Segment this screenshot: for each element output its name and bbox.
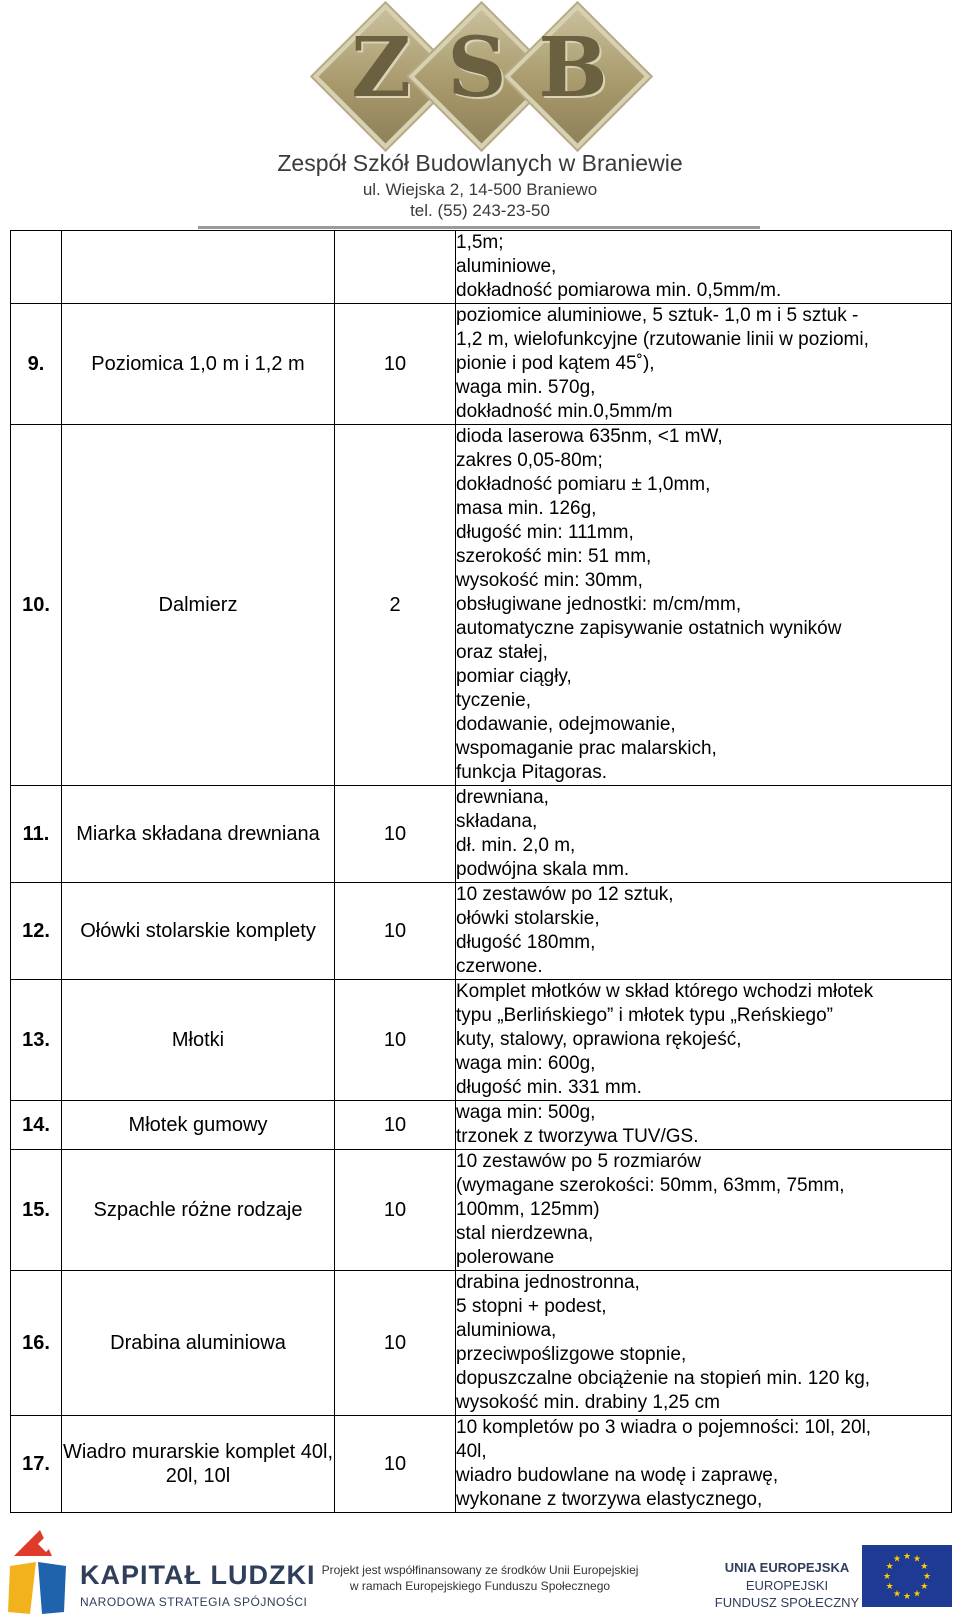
specification-line: trzonek z tworzywa TUV/GS. [456,1126,699,1147]
specification-line: wspomaganie prac malarskich, [456,738,717,759]
row-number [11,231,62,304]
table-row [11,425,952,786]
table-body [11,231,952,1513]
specification-line: waga min: 600g, [456,1053,596,1074]
row-number: 10. [11,425,62,786]
specification-line: 100mm, 125mm) [456,1199,600,1220]
row-number: 15. [11,1150,62,1271]
item-quantity: 10 [335,786,456,883]
specification-line: drewniana, [456,787,549,808]
item-name: Szpachle różne rodzaje [62,1150,335,1271]
specification-line: pionie i pod kątem 45˚), [456,353,655,374]
specification-line: aluminiowe, [456,256,557,277]
row-number: 9. [11,304,62,425]
specification-line: 1,2 m, wielofunkcyjne (rzutowanie linii w poziomi, [456,329,869,350]
school-address: ul. Wiejska 2, 14-500 Braniewo [362,180,598,199]
eu-star-icon: ★ [882,1571,892,1581]
table-row [11,304,952,425]
item-quantity: 10 [335,1271,456,1416]
table-row [11,883,952,980]
item-name: Młotek gumowy [62,1101,335,1150]
eu-fund-line-2: FUNDUSZ SPOŁECZNY [714,1595,860,1610]
item-name: Ołówki stolarskie komplety [62,883,335,980]
specification-line: typu „Berlińskiego” i młotek typu „Reńskiego” [456,1005,833,1026]
specification-line: funkcja Pitagoras. [456,762,608,783]
eu-star-icon: ★ [885,1581,894,1591]
cofinancing-note-line-1: Projekt jest współfinansowany ze środków Unii Europejskiej [321,1563,639,1577]
item-name: Miarka składana drewniana [62,786,335,883]
item-specification [456,1101,952,1150]
specification-line: masa min. 126g, [456,498,597,519]
item-specification [456,980,952,1101]
specification-line: wykonane z tworzywa elastycznego, [456,1489,763,1510]
specification-line: długość 180mm, [456,932,596,953]
item-name [62,231,335,304]
table-row [11,231,952,304]
school-name: Zespół Szkół Budowlanych w Braniewie [277,150,683,176]
eu-title: UNIA EUROPEJSKA [724,1560,850,1575]
specification-line: wysokość min. drabiny 1,25 cm [456,1392,720,1413]
specification-line: waga min. 570g, [456,377,596,398]
eu-star-icon: ★ [922,1571,932,1581]
specification-line: szerokość min: 51 mm, [456,546,652,567]
item-quantity: 2 [335,425,456,786]
item-name: Wiadro murarskie komplet 40l, 20l, 10l [62,1416,335,1513]
item-quantity: 10 [335,1416,456,1513]
specification-line: 1,5m; [456,232,504,253]
item-name: Młotki [62,980,335,1101]
item-quantity: 10 [335,1101,456,1150]
specification-line: dokładność pomiarowa min. 0,5mm/m. [456,280,782,301]
row-number: 17. [11,1416,62,1513]
specification-line: przeciwpoślizgowe stopnie, [456,1344,687,1365]
kapital-ludzki-subtitle: NARODOWA STRATEGIA SPÓJNOŚCI [80,1595,308,1609]
row-number: 11. [11,786,62,883]
specification-line: dokładność min.0,5mm/m [456,401,673,422]
eu-star-icon: ★ [902,1591,912,1601]
specification-line: oraz stałej, [456,642,548,663]
item-specification [456,786,952,883]
specification-line: wysokość min: 30mm, [456,570,643,591]
eu-fund-line-1: EUROPEJSKI [745,1578,829,1593]
kapital-ludzki-logo-icon [6,1526,70,1616]
row-number: 16. [11,1271,62,1416]
row-number: 12. [11,883,62,980]
eu-star-icon: ★ [920,1581,929,1591]
item-quantity: 10 [335,304,456,425]
eu-star-icon: ★ [885,1561,894,1571]
item-quantity: 10 [335,980,456,1101]
item-name: Drabina aluminiowa [62,1271,335,1416]
specification-line: Komplet młotków w skład którego wchodzi młotek [456,981,874,1002]
specification-line: czerwone. [456,956,543,977]
cofinancing-note-line-2: w ramach Europejskiego Funduszu Społecznego [349,1579,611,1593]
item-quantity [335,231,456,304]
header-divider [198,226,760,229]
specification-line: obsługiwane jednostki: m/cm/mm, [456,594,742,615]
specification-line: dodawanie, odejmowanie, [456,714,676,735]
specification-line: poziomice aluminiowe, 5 sztuk- 1,0 m i 5 sztuk - [456,305,859,326]
item-quantity: 10 [335,1150,456,1271]
specification-line: 5 stopni + podest, [456,1296,607,1317]
item-specification [456,231,952,304]
specification-line: dokładność pomiaru ± 1,0mm, [456,474,711,495]
specification-line: dopuszczalne obciążenie na stopień min. 120 kg, [456,1368,871,1389]
specification-line: drabina jednostronna, [456,1272,640,1293]
eu-star-icon: ★ [892,1553,902,1564]
table-row [11,1271,952,1416]
kapital-ludzki-title: KAPITAŁ LUDZKI [80,1560,316,1590]
item-specification [456,1150,952,1271]
table-row [11,1101,952,1150]
item-specification [456,1271,952,1416]
specification-line: 10 zestawów po 5 rozmiarów [456,1151,701,1172]
specification-line: aluminiowa, [456,1320,557,1341]
eu-star-icon: ★ [912,1588,922,1599]
specification-line: 40l, [456,1441,487,1462]
eu-flag-icon [862,1545,952,1607]
logo-letter: S [447,20,507,116]
row-number: 13. [11,980,62,1101]
specification-line: 10 zestawów po 12 sztuk, [456,884,674,905]
school-phone: tel. (55) 243-23-50 [410,201,550,220]
specification-line: pomiar ciągły, [456,666,572,687]
specification-line: dł. min. 2,0 m, [456,835,576,856]
funding-footer [0,1520,960,1621]
specification-line: tyczenie, [456,690,531,711]
specification-line: 10 kompletów po 3 wiadra o pojemności: 10l, 20l, [456,1417,872,1438]
specification-line: długość min: 111mm, [456,522,634,543]
item-specification [456,883,952,980]
item-name: Dalmierz [62,425,335,786]
table-row [11,1150,952,1271]
specification-line: długość min. 331 mm. [456,1077,642,1098]
item-specification [456,304,952,425]
specification-line: automatyczne zapisywanie ostatnich wyników [456,618,842,639]
item-quantity: 10 [335,883,456,980]
eu-star-icon: ★ [892,1588,902,1599]
row-number: 14. [11,1101,62,1150]
table-row [11,786,952,883]
specification-line: ołówki stolarskie, [456,908,600,929]
specification-line: stal nierdzewna, [456,1223,594,1244]
specification-line: składana, [456,811,538,832]
school-logo [312,0,642,140]
eu-star-icon: ★ [902,1551,912,1561]
logo-letter: B [538,20,608,116]
specification-line: zakres 0,05-80m; [456,450,603,471]
eu-star-icon: ★ [920,1561,929,1571]
eu-star-icon: ★ [912,1553,922,1564]
table-row [11,980,952,1101]
specification-line: polerowane [456,1247,555,1268]
specification-line: waga min: 500g, [456,1102,596,1123]
item-specification [456,425,952,786]
item-specification [456,1416,952,1513]
logo-letter: Z [351,20,411,116]
specification-line: wiadro budowlane na wodę i zaprawę, [456,1465,779,1486]
specification-line: podwójna skala mm. [456,859,630,880]
item-name: Poziomica 1,0 m i 1,2 m [62,304,335,425]
table-row [11,1416,952,1513]
specification-line: (wymagane szerokości: 50mm, 63mm, 75mm, [456,1175,845,1196]
equipment-spec-table [10,230,952,1513]
specification-line: dioda laserowa 635nm, <1 mW, [456,426,723,447]
specification-line: kuty, stalowy, oprawiona rękojeść, [456,1029,742,1050]
